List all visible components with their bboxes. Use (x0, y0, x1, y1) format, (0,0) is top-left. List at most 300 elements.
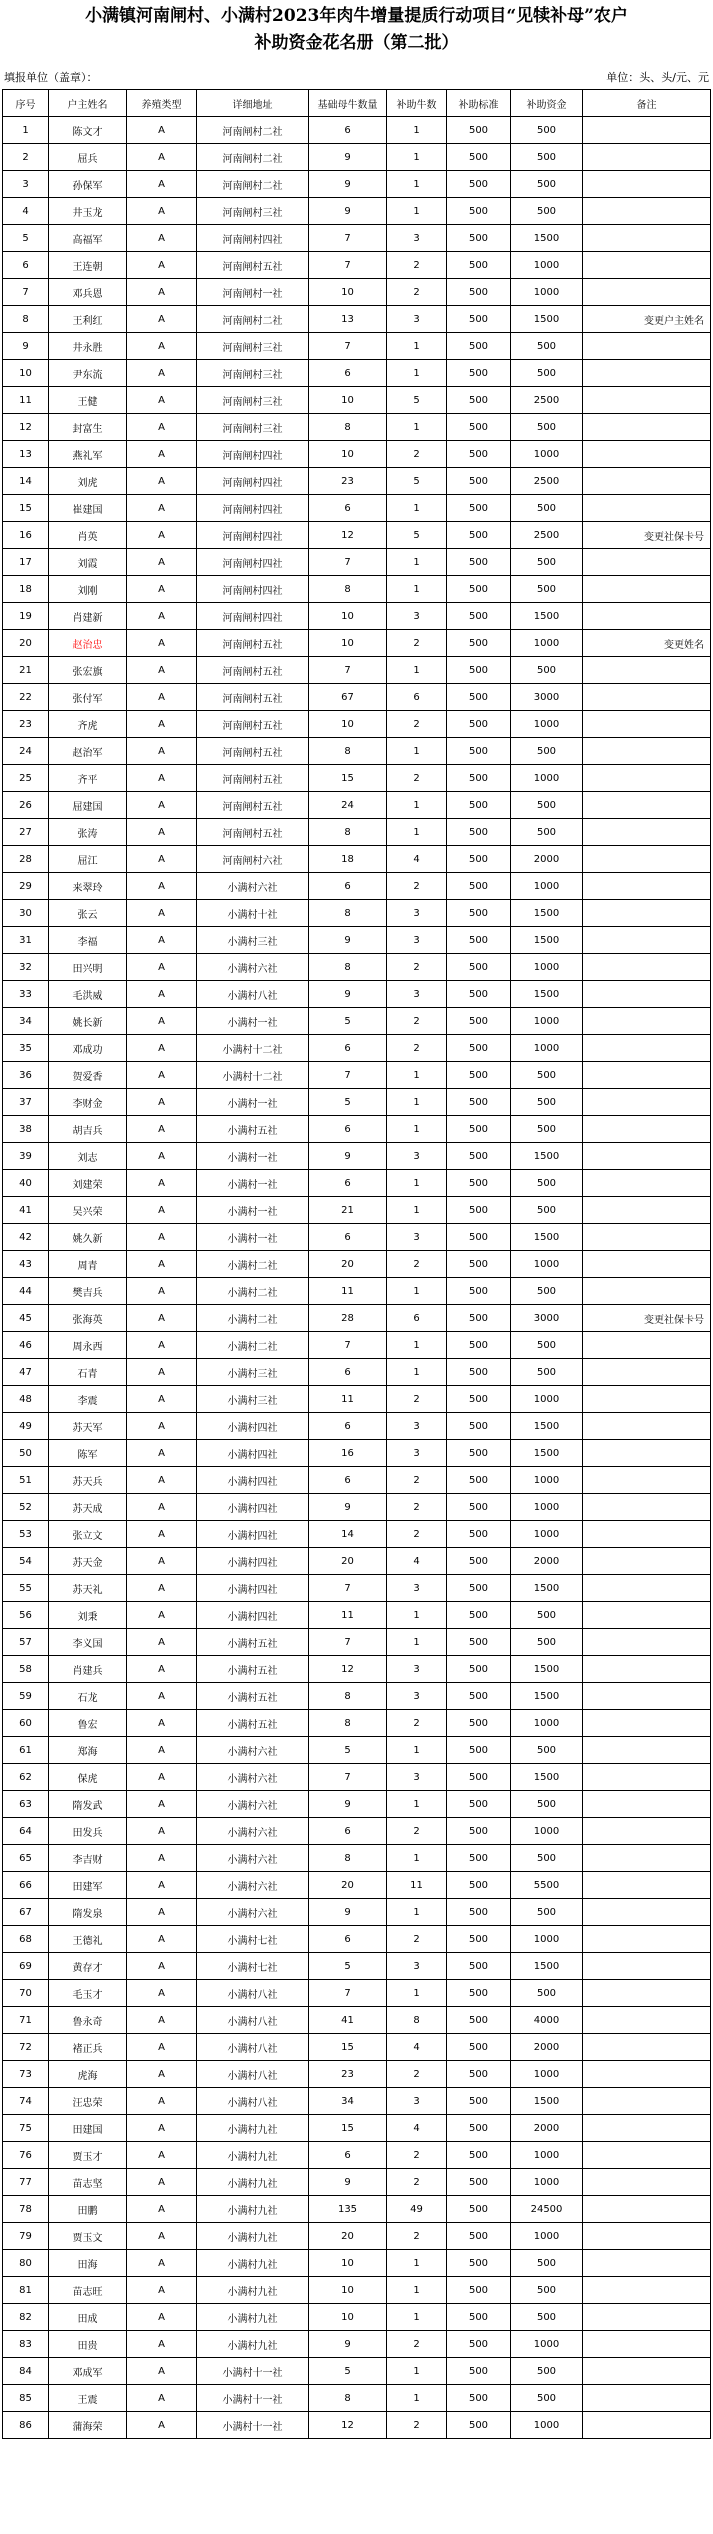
cell-remarks (583, 414, 711, 441)
cell-index: 53 (3, 1521, 49, 1548)
cell-amount: 1500 (511, 1656, 583, 1683)
cell-type: A (127, 1683, 197, 1710)
cell-name: 李震 (49, 1386, 127, 1413)
cell-standard: 500 (447, 360, 511, 387)
cell-address: 小满村三社 (197, 1386, 309, 1413)
cell-subsidized: 2 (387, 630, 447, 657)
cell-amount: 1500 (511, 603, 583, 630)
cell-subsidized: 2 (387, 279, 447, 306)
cell-address: 小满村七社 (197, 1953, 309, 1980)
cell-standard: 500 (447, 2088, 511, 2115)
cell-cows: 41 (309, 2007, 387, 2034)
cell-standard: 500 (447, 333, 511, 360)
cell-index: 47 (3, 1359, 49, 1386)
cell-amount: 1500 (511, 1953, 583, 1980)
cell-remarks (583, 1791, 711, 1818)
cell-address: 小满村十一社 (197, 2412, 309, 2439)
cell-amount: 1500 (511, 1224, 583, 1251)
cell-type: A (127, 468, 197, 495)
cell-address: 河南闸村五社 (197, 252, 309, 279)
cell-subsidized: 2 (387, 1818, 447, 1845)
cell-name: 李财金 (49, 1089, 127, 1116)
cell-subsidized: 1 (387, 360, 447, 387)
cell-cows: 6 (309, 1926, 387, 1953)
cell-cows: 34 (309, 2088, 387, 2115)
cell-subsidized: 3 (387, 1224, 447, 1251)
cell-subsidized: 3 (387, 1413, 447, 1440)
cell-amount: 1500 (511, 2088, 583, 2115)
cell-cows: 20 (309, 1872, 387, 1899)
cell-index: 61 (3, 1737, 49, 1764)
cell-address: 小满村六社 (197, 1845, 309, 1872)
cell-index: 10 (3, 360, 49, 387)
cell-type: A (127, 900, 197, 927)
cell-address: 小满村四社 (197, 1467, 309, 1494)
cell-address: 小满村六社 (197, 954, 309, 981)
cell-type: A (127, 2115, 197, 2142)
cell-remarks (583, 171, 711, 198)
cell-subsidized: 2 (387, 1008, 447, 1035)
cell-type: A (127, 2142, 197, 2169)
cell-cows: 10 (309, 279, 387, 306)
cell-type: A (127, 1926, 197, 1953)
cell-name: 齐平 (49, 765, 127, 792)
cell-subsidized: 2 (387, 2223, 447, 2250)
cell-index: 3 (3, 171, 49, 198)
cell-address: 河南闸村四社 (197, 468, 309, 495)
document-title (0, 0, 713, 60)
cell-type: A (127, 1386, 197, 1413)
cell-type: A (127, 1413, 197, 1440)
cell-standard: 500 (447, 2331, 511, 2358)
cell-address: 小满村二社 (197, 1251, 309, 1278)
cell-standard: 500 (447, 1791, 511, 1818)
cell-standard: 500 (447, 198, 511, 225)
cell-address: 小满村六社 (197, 1818, 309, 1845)
cell-subsidized: 1 (387, 1278, 447, 1305)
cell-standard: 500 (447, 1035, 511, 1062)
cell-remarks (583, 2277, 711, 2304)
cell-index: 39 (3, 1143, 49, 1170)
table-row (3, 576, 711, 603)
cell-remarks (583, 1899, 711, 1926)
cell-type: A (127, 1764, 197, 1791)
cell-standard: 500 (447, 711, 511, 738)
cell-address: 河南闸村四社 (197, 549, 309, 576)
cell-remarks (583, 1575, 711, 1602)
cell-index: 83 (3, 2331, 49, 2358)
cell-index: 69 (3, 1953, 49, 1980)
cell-standard: 500 (447, 2142, 511, 2169)
cell-name: 陈文才 (49, 117, 127, 144)
table-row (3, 684, 711, 711)
table-row (3, 1710, 711, 1737)
cell-amount: 500 (511, 1791, 583, 1818)
cell-cows: 12 (309, 2412, 387, 2439)
cell-standard: 500 (447, 144, 511, 171)
cell-amount: 500 (511, 333, 583, 360)
table-row (3, 2061, 711, 2088)
cell-index: 18 (3, 576, 49, 603)
cell-subsidized: 2 (387, 1251, 447, 1278)
cell-subsidized: 1 (387, 2385, 447, 2412)
cell-address: 小满村八社 (197, 1980, 309, 2007)
cell-remarks (583, 1035, 711, 1062)
cell-type: A (127, 225, 197, 252)
cell-name: 王健 (49, 387, 127, 414)
cell-name: 保虎 (49, 1764, 127, 1791)
cell-index: 76 (3, 2142, 49, 2169)
cell-address: 小满村二社 (197, 1305, 309, 1332)
cell-cows: 8 (309, 1683, 387, 1710)
table-row (3, 2088, 711, 2115)
cell-name: 王利红 (49, 306, 127, 333)
table-row (3, 441, 711, 468)
header-remarks: 备注 (583, 90, 711, 117)
table-row (3, 819, 711, 846)
cell-subsidized: 3 (387, 1656, 447, 1683)
cell-remarks (583, 2061, 711, 2088)
cell-remarks (583, 1818, 711, 1845)
cell-subsidized: 2 (387, 441, 447, 468)
cell-index: 13 (3, 441, 49, 468)
cell-name: 吴兴荣 (49, 1197, 127, 1224)
cell-index: 84 (3, 2358, 49, 2385)
cell-amount: 500 (511, 117, 583, 144)
cell-subsidized: 1 (387, 738, 447, 765)
cell-subsidized: 1 (387, 1791, 447, 1818)
cell-name: 张付军 (49, 684, 127, 711)
cell-name: 郑海 (49, 1737, 127, 1764)
cell-type: A (127, 1710, 197, 1737)
cell-cows: 10 (309, 603, 387, 630)
cell-name: 李义国 (49, 1629, 127, 1656)
cell-standard: 500 (447, 630, 511, 657)
cell-subsidized: 1 (387, 657, 447, 684)
cell-name: 田兴明 (49, 954, 127, 981)
cell-type: A (127, 1656, 197, 1683)
cell-amount: 1500 (511, 1413, 583, 1440)
table-row (3, 2142, 711, 2169)
cell-cows: 9 (309, 2331, 387, 2358)
cell-cows: 8 (309, 2385, 387, 2412)
cell-address: 小满村十二社 (197, 1062, 309, 1089)
cell-index: 51 (3, 1467, 49, 1494)
cell-index: 30 (3, 900, 49, 927)
cell-amount: 500 (511, 2385, 583, 2412)
cell-name: 胡吉兵 (49, 1116, 127, 1143)
cell-type: A (127, 2034, 197, 2061)
table-row (3, 1980, 711, 2007)
cell-subsidized: 6 (387, 1305, 447, 1332)
cell-amount: 500 (511, 1359, 583, 1386)
cell-name: 田建军 (49, 1872, 127, 1899)
cell-subsidized: 1 (387, 198, 447, 225)
cell-remarks (583, 576, 711, 603)
cell-amount: 500 (511, 1602, 583, 1629)
cell-standard: 500 (447, 1359, 511, 1386)
cell-address: 小满村六社 (197, 873, 309, 900)
cell-type: A (127, 1791, 197, 1818)
cell-subsidized: 3 (387, 1143, 447, 1170)
cell-name: 苏天兵 (49, 1467, 127, 1494)
table-row (3, 1413, 711, 1440)
cell-name: 姚长新 (49, 1008, 127, 1035)
cell-address: 小满村六社 (197, 1764, 309, 1791)
cell-amount: 500 (511, 1278, 583, 1305)
cell-address: 小满村七社 (197, 1926, 309, 1953)
cell-standard: 500 (447, 279, 511, 306)
table-row (3, 2223, 711, 2250)
cell-address: 河南闸村四社 (197, 603, 309, 630)
cell-type: A (127, 981, 197, 1008)
table-row (3, 2115, 711, 2142)
cell-cows: 9 (309, 198, 387, 225)
cell-remarks (583, 1116, 711, 1143)
cell-index: 63 (3, 1791, 49, 1818)
cell-address: 小满村八社 (197, 2061, 309, 2088)
cell-cows: 10 (309, 387, 387, 414)
cell-address: 小满村八社 (197, 2007, 309, 2034)
cell-cows: 16 (309, 1440, 387, 1467)
cell-index: 55 (3, 1575, 49, 1602)
cell-subsidized: 1 (387, 1089, 447, 1116)
table-row (3, 1062, 711, 1089)
cell-subsidized: 11 (387, 1872, 447, 1899)
cell-cows: 7 (309, 1629, 387, 1656)
cell-subsidized: 1 (387, 171, 447, 198)
cell-amount: 1000 (511, 2223, 583, 2250)
cell-cows: 5 (309, 1737, 387, 1764)
cell-amount: 1500 (511, 1764, 583, 1791)
cell-address: 小满村三社 (197, 1359, 309, 1386)
cell-cows: 9 (309, 2169, 387, 2196)
cell-subsidized: 8 (387, 2007, 447, 2034)
cell-type: A (127, 171, 197, 198)
table-row (3, 1953, 711, 1980)
cell-remarks: 变更户主姓名 (583, 306, 711, 333)
cell-cows: 28 (309, 1305, 387, 1332)
cell-remarks (583, 819, 711, 846)
cell-subsidized: 3 (387, 225, 447, 252)
cell-cows: 7 (309, 1764, 387, 1791)
cell-amount: 1500 (511, 1575, 583, 1602)
cell-type: A (127, 819, 197, 846)
cell-index: 70 (3, 1980, 49, 2007)
cell-type: A (127, 1548, 197, 1575)
unit-label: 单位：头、头/元、元 (606, 71, 709, 84)
table-row (3, 1683, 711, 1710)
cell-cows: 15 (309, 2034, 387, 2061)
cell-standard: 500 (447, 2250, 511, 2277)
cell-cows: 8 (309, 576, 387, 603)
cell-remarks (583, 468, 711, 495)
table-row (3, 198, 711, 225)
cell-amount: 1000 (511, 2142, 583, 2169)
cell-type: A (127, 1278, 197, 1305)
cell-cows: 9 (309, 1791, 387, 1818)
cell-type: A (127, 1143, 197, 1170)
cell-amount: 500 (511, 1899, 583, 1926)
cell-amount: 1000 (511, 1521, 583, 1548)
cell-name: 樊吉兵 (49, 1278, 127, 1305)
cell-type: A (127, 198, 197, 225)
cell-index: 42 (3, 1224, 49, 1251)
cell-address: 小满村五社 (197, 1710, 309, 1737)
cell-cows: 20 (309, 1251, 387, 1278)
cell-subsidized: 1 (387, 1980, 447, 2007)
table-row (3, 1467, 711, 1494)
cell-subsidized: 1 (387, 333, 447, 360)
cell-cows: 8 (309, 738, 387, 765)
cell-standard: 500 (447, 1710, 511, 1737)
cell-index: 25 (3, 765, 49, 792)
cell-remarks (583, 684, 711, 711)
cell-standard: 500 (447, 954, 511, 981)
cell-type: A (127, 279, 197, 306)
cell-remarks (583, 1656, 711, 1683)
cell-amount: 24500 (511, 2196, 583, 2223)
cell-subsidized: 1 (387, 576, 447, 603)
cell-standard: 500 (447, 2196, 511, 2223)
cell-type: A (127, 873, 197, 900)
cell-remarks (583, 2007, 711, 2034)
cell-standard: 500 (447, 1629, 511, 1656)
cell-subsidized: 49 (387, 2196, 447, 2223)
cell-subsidized: 3 (387, 900, 447, 927)
cell-type: A (127, 792, 197, 819)
cell-subsidized: 1 (387, 1116, 447, 1143)
cell-index: 28 (3, 846, 49, 873)
cell-remarks (583, 1872, 711, 1899)
cell-index: 27 (3, 819, 49, 846)
cell-remarks (583, 1413, 711, 1440)
cell-standard: 500 (447, 1818, 511, 1845)
cell-name: 苏天成 (49, 1494, 127, 1521)
title-line-1: 小满镇河南闸村、小满村2023年肉牛增量提质行动项目“见犊补母”农户 (85, 6, 628, 26)
cell-cows: 6 (309, 117, 387, 144)
cell-index: 6 (3, 252, 49, 279)
cell-name: 田建国 (49, 2115, 127, 2142)
table-row (3, 657, 711, 684)
cell-type: A (127, 306, 197, 333)
cell-name: 苏天军 (49, 1413, 127, 1440)
cell-index: 2 (3, 144, 49, 171)
cell-address: 小满村一社 (197, 1089, 309, 1116)
table-row (3, 468, 711, 495)
cell-standard: 500 (447, 306, 511, 333)
cell-cows: 6 (309, 873, 387, 900)
cell-cows: 7 (309, 549, 387, 576)
cell-subsidized: 1 (387, 1170, 447, 1197)
cell-index: 20 (3, 630, 49, 657)
cell-cows: 7 (309, 1332, 387, 1359)
table-row (3, 1899, 711, 1926)
cell-standard: 500 (447, 1305, 511, 1332)
cell-cows: 10 (309, 2277, 387, 2304)
cell-standard: 500 (447, 1440, 511, 1467)
cell-name: 邓成功 (49, 1035, 127, 1062)
cell-name: 陈军 (49, 1440, 127, 1467)
cell-standard: 500 (447, 171, 511, 198)
cell-cows: 11 (309, 1386, 387, 1413)
cell-remarks (583, 252, 711, 279)
cell-cows: 10 (309, 711, 387, 738)
cell-standard: 500 (447, 927, 511, 954)
table-row (3, 1764, 711, 1791)
table-row (3, 1332, 711, 1359)
cell-standard: 500 (447, 900, 511, 927)
cell-type: A (127, 738, 197, 765)
cell-address: 小满村二社 (197, 1278, 309, 1305)
cell-remarks (583, 1629, 711, 1656)
cell-standard: 500 (447, 1062, 511, 1089)
cell-index: 12 (3, 414, 49, 441)
table-row (3, 2250, 711, 2277)
cell-name: 田鹏 (49, 2196, 127, 2223)
cell-index: 34 (3, 1008, 49, 1035)
cell-type: A (127, 1602, 197, 1629)
cell-amount: 1500 (511, 225, 583, 252)
cell-address: 河南闸村四社 (197, 576, 309, 603)
cell-name: 汪忠荣 (49, 2088, 127, 2115)
cell-amount: 1000 (511, 1818, 583, 1845)
cell-index: 67 (3, 1899, 49, 1926)
cell-type: A (127, 2385, 197, 2412)
cell-amount: 1500 (511, 900, 583, 927)
cell-address: 小满村九社 (197, 2196, 309, 2223)
cell-index: 7 (3, 279, 49, 306)
cell-name: 肖英 (49, 522, 127, 549)
cell-remarks (583, 117, 711, 144)
cell-standard: 500 (447, 1197, 511, 1224)
cell-name: 高福军 (49, 225, 127, 252)
cell-remarks (583, 1440, 711, 1467)
cell-cows: 8 (309, 954, 387, 981)
cell-index: 49 (3, 1413, 49, 1440)
cell-name: 孙保军 (49, 171, 127, 198)
cell-amount: 1000 (511, 873, 583, 900)
cell-remarks (583, 2250, 711, 2277)
cell-address: 小满村九社 (197, 2223, 309, 2250)
cell-cows: 6 (309, 1413, 387, 1440)
cell-amount: 1500 (511, 306, 583, 333)
cell-amount: 1000 (511, 1467, 583, 1494)
cell-remarks (583, 2088, 711, 2115)
cell-amount: 500 (511, 2250, 583, 2277)
cell-subsidized: 5 (387, 522, 447, 549)
table-row (3, 333, 711, 360)
cell-index: 1 (3, 117, 49, 144)
cell-name: 张涛 (49, 819, 127, 846)
cell-cows: 7 (309, 1980, 387, 2007)
cell-name: 李福 (49, 927, 127, 954)
cell-remarks (583, 1278, 711, 1305)
table-row (3, 1251, 711, 1278)
cell-address: 河南闸村五社 (197, 684, 309, 711)
cell-name: 刘霞 (49, 549, 127, 576)
cell-subsidized: 2 (387, 1035, 447, 1062)
cell-amount: 500 (511, 657, 583, 684)
cell-standard: 500 (447, 2412, 511, 2439)
cell-cows: 15 (309, 765, 387, 792)
cell-address: 小满村四社 (197, 1521, 309, 1548)
cell-type: A (127, 954, 197, 981)
cell-remarks (583, 954, 711, 981)
cell-remarks (583, 495, 711, 522)
table-row (3, 900, 711, 927)
cell-amount: 1500 (511, 1143, 583, 1170)
